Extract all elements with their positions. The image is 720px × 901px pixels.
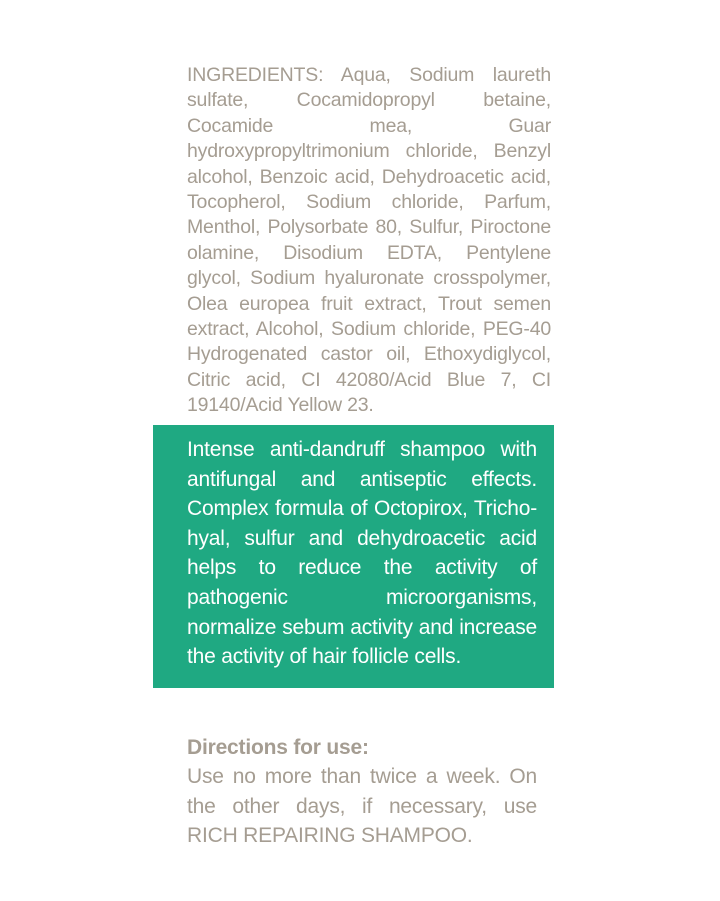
ingredients-list: INGREDIENTS: Aqua, Sodium laureth sulfate, Cocamidopropyl betaine, Cocamide mea, Guar hydroxypropyltrimonium chloride, Benzyl alcohol, Benzoic acid, Dehydroacetic acid, Tocopherol, Sodium chloride, Parfum, Menthol, Polysorbate 80, Sulfur, Piroctone olamine, Disodium EDTA, Pentylene glycol, Sodium hyaluronate crosspolymer, Olea europea fruit extract, Trout semen extract, Alcohol, Sodium chloride, PEG-40 Hydrogenated castor oil, Ethoxydiglycol, Citric acid, CI 42080/Acid Blue 7, CI 19140/Acid Yellow 23. — [187, 64, 551, 417]
product-description-text: Intense anti-dandruff shampoo with antifungal and antiseptic effects. Complex formula of Octopirox, Tricho-hyal, sulfur and dehydroacetic acid helps to reduce the activity of pathogenic microorganisms, normalize sebum activity and increase the activity of hair follicle cells. — [187, 438, 537, 669]
directions-text: Use no more than twice a week. On the other days, if necessary, use RICH REPAIRING SHAMPOO. — [187, 765, 537, 847]
directions-heading: Directions for use: — [187, 736, 369, 759]
product-description-panel — [153, 425, 554, 688]
directions-section — [187, 733, 537, 850]
